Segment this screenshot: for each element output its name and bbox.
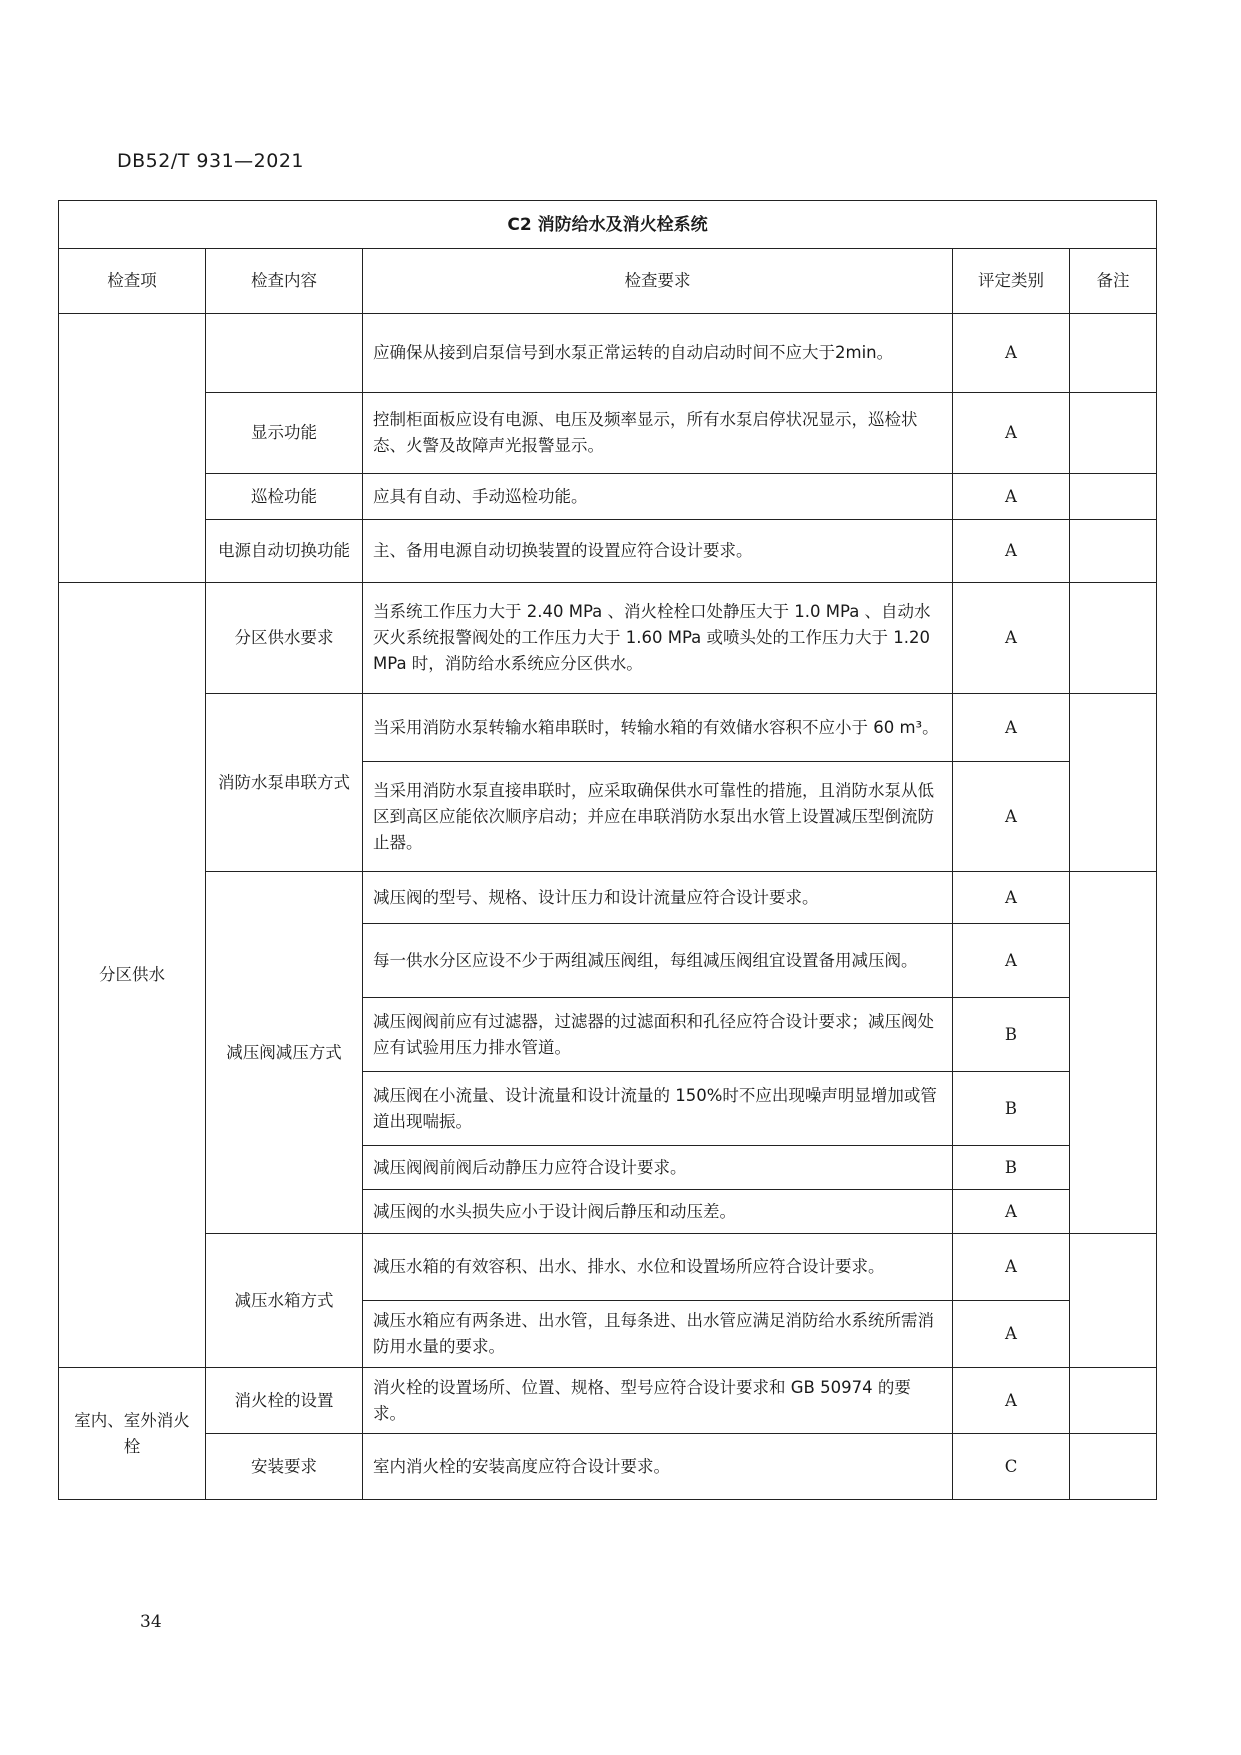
grade-cell: A	[953, 694, 1070, 762]
grade-cell: A	[953, 872, 1070, 924]
column-header: 评定类别	[953, 249, 1070, 314]
content-cell	[206, 314, 363, 393]
grade-cell: A	[953, 762, 1070, 872]
grade-cell: B	[953, 998, 1070, 1072]
item-cell	[59, 314, 206, 583]
remark-cell	[1070, 393, 1157, 474]
remark-cell	[1070, 474, 1157, 520]
requirement-cell: 消火栓的设置场所、位置、规格、型号应符合设计要求和 GB 50974 的要求。	[363, 1368, 953, 1434]
column-header: 检查要求	[363, 249, 953, 314]
requirement-cell: 减压阀阀前阀后动静压力应符合设计要求。	[363, 1146, 953, 1190]
grade-cell: A	[953, 1368, 1070, 1434]
table-row	[59, 694, 1157, 762]
column-header: 检查项	[59, 249, 206, 314]
requirement-cell: 减压阀阀前应有过滤器，过滤器的过滤面积和孔径应符合设计要求；减压阀处应有试验用压力排水管道。	[363, 998, 953, 1072]
requirement-cell: 减压水箱应有两条进、出水管，且每条进、出水管应满足消防给水系统所需消防用水量的要求。	[363, 1301, 953, 1368]
table-title: C2 消防给水及消火栓系统	[59, 201, 1157, 249]
requirement-cell: 减压阀在小流量、设计流量和设计流量的 150%时不应出现噪声明显增加或管道出现喘振。	[363, 1072, 953, 1146]
grade-cell: A	[953, 1234, 1070, 1301]
grade-cell: A	[953, 583, 1070, 694]
page-number: 34	[140, 1612, 162, 1632]
table-row	[59, 474, 1157, 520]
item-cell: 分区供水	[59, 583, 206, 1368]
table-row	[59, 872, 1157, 924]
grade-cell: A	[953, 1301, 1070, 1368]
grade-cell: B	[953, 1072, 1070, 1146]
requirement-cell: 应具有自动、手动巡检功能。	[363, 474, 953, 520]
requirement-cell: 主、备用电源自动切换装置的设置应符合设计要求。	[363, 520, 953, 583]
grade-cell: A	[953, 924, 1070, 998]
content-cell: 安装要求	[206, 1434, 363, 1500]
table-row	[59, 1234, 1157, 1301]
content-cell: 电源自动切换功能	[206, 520, 363, 583]
inspection-table	[58, 200, 1157, 1500]
table-row	[59, 520, 1157, 583]
remark-cell	[1070, 1234, 1157, 1368]
item-cell: 室内、室外消火栓	[59, 1368, 206, 1500]
grade-cell: A	[953, 1190, 1070, 1234]
requirement-cell: 每一供水分区应设不少于两组减压阀组，每组减压阀组宜设置备用减压阀。	[363, 924, 953, 998]
remark-cell	[1070, 694, 1157, 872]
header-row	[59, 249, 1157, 314]
grade-cell: A	[953, 520, 1070, 583]
table-row	[59, 314, 1157, 393]
requirement-cell: 控制柜面板应设有电源、电压及频率显示，所有水泵启停状况显示，巡检状态、火警及故障声光报警显示。	[363, 393, 953, 474]
table-title-row	[59, 201, 1157, 249]
grade-cell: A	[953, 314, 1070, 393]
column-header: 检查内容	[206, 249, 363, 314]
requirement-cell: 减压水箱的有效容积、出水、排水、水位和设置场所应符合设计要求。	[363, 1234, 953, 1301]
content-cell: 巡检功能	[206, 474, 363, 520]
content-cell: 消火栓的设置	[206, 1368, 363, 1434]
table-row	[59, 1434, 1157, 1500]
table-row	[59, 583, 1157, 694]
remark-cell	[1070, 1434, 1157, 1500]
remark-cell	[1070, 314, 1157, 393]
grade-cell: A	[953, 474, 1070, 520]
grade-cell: A	[953, 393, 1070, 474]
remark-cell	[1070, 520, 1157, 583]
content-cell: 分区供水要求	[206, 583, 363, 694]
table-row	[59, 393, 1157, 474]
requirement-cell: 当采用消防水泵转输水箱串联时，转输水箱的有效储水容积不应小于 60 m³。	[363, 694, 953, 762]
column-header: 备注	[1070, 249, 1157, 314]
requirement-cell: 应确保从接到启泵信号到水泵正常运转的自动启动时间不应大于2min。	[363, 314, 953, 393]
content-cell: 减压水箱方式	[206, 1234, 363, 1368]
requirement-cell: 室内消火栓的安装高度应符合设计要求。	[363, 1434, 953, 1500]
remark-cell	[1070, 583, 1157, 694]
content-cell: 消防水泵串联方式	[206, 694, 363, 872]
remark-cell	[1070, 1368, 1157, 1434]
remark-cell	[1070, 872, 1157, 1234]
requirement-cell: 减压阀的型号、规格、设计压力和设计流量应符合设计要求。	[363, 872, 953, 924]
content-cell: 减压阀减压方式	[206, 872, 363, 1234]
table-row	[59, 1368, 1157, 1434]
document-code: DB52/T 931—2021	[117, 150, 305, 172]
requirement-cell: 减压阀的水头损失应小于设计阀后静压和动压差。	[363, 1190, 953, 1234]
requirement-cell: 当系统工作压力大于 2.40 MPa 、消火栓栓口处静压大于 1.0 MPa 、自动水灭火系统报警阀处的工作压力大于 1.60 MPa 或喷头处的工作压力大于 1.20 MPa 时，消防给水系统应分区供水。	[363, 583, 953, 694]
content-cell: 显示功能	[206, 393, 363, 474]
grade-cell: B	[953, 1146, 1070, 1190]
requirement-cell: 当采用消防水泵直接串联时，应采取确保供水可靠性的措施，且消防水泵从低区到高区应能依次顺序启动；并应在串联消防水泵出水管上设置减压型倒流防止器。	[363, 762, 953, 872]
grade-cell: C	[953, 1434, 1070, 1500]
